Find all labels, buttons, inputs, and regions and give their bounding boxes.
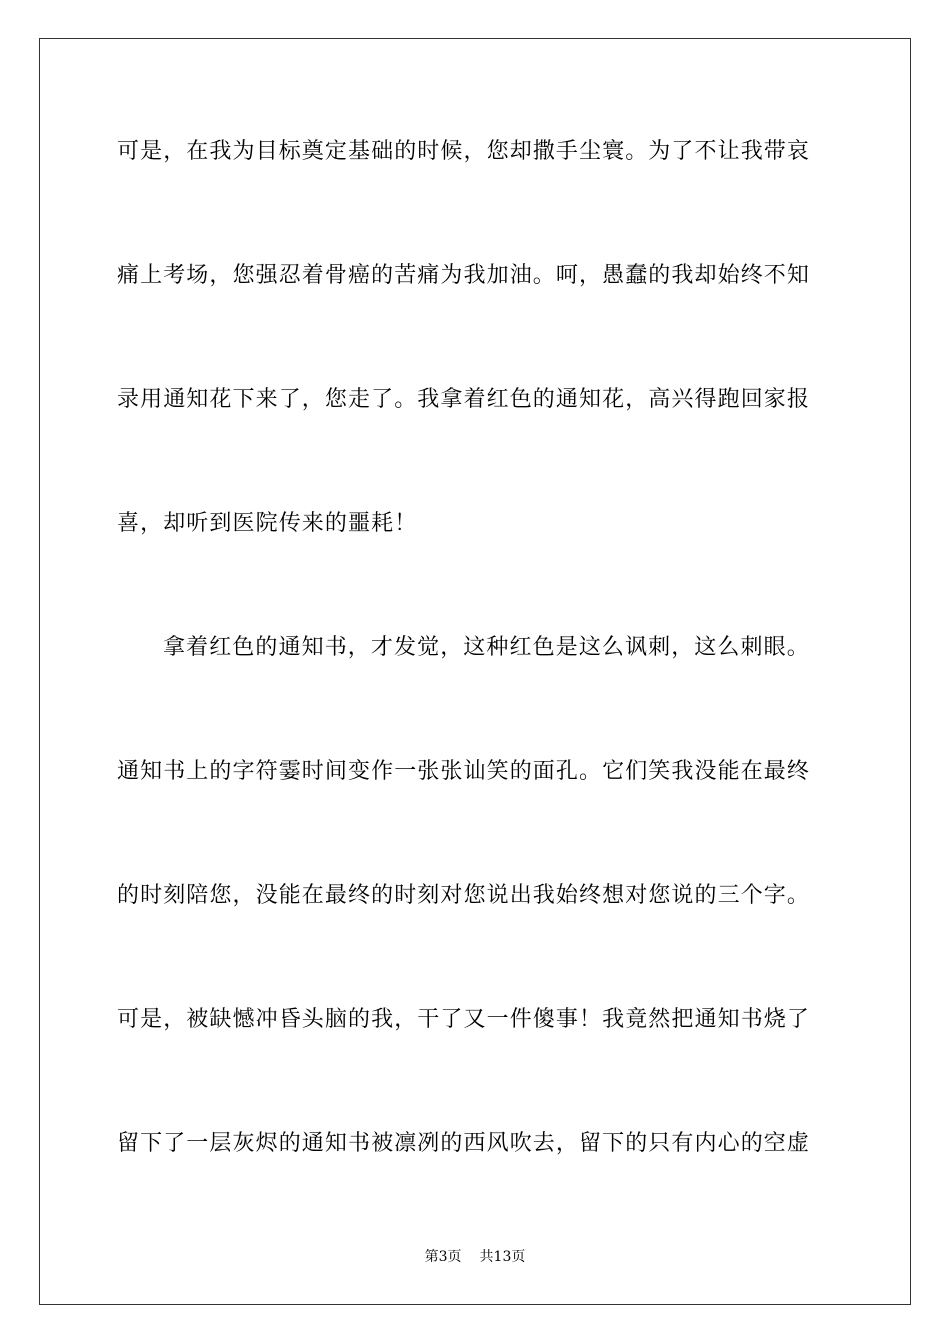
page-border [39, 38, 911, 1305]
text-line-3: 录用通知花下来了，您走了。我拿着红色的通知花，高兴得跑回家报 [117, 387, 811, 412]
text-line-4: 喜，却听到医院传来的噩耗！ [117, 511, 418, 536]
text-line-6: 通知书上的字符霎时间变作一张张讪笑的面孔。它们笑我没能在最终 [117, 759, 811, 784]
text-line-8: 可是，被缺憾冲昏头脑的我，干了又一件傻事！我竟然把通知书烧了 [117, 1007, 811, 1032]
text-line-1: 可是，在我为目标奠定基础的时候，您却撒手尘寰。为了不让我带哀 [117, 139, 811, 164]
page-total: 共13页 [479, 1249, 526, 1265]
text-line-7: 的时刻陪您，没能在最终的时刻对您说出我始终想对您说的三个字。 [117, 883, 811, 908]
page-number: 第3页 [424, 1249, 462, 1265]
text-line-2: 痛上考场，您强忍着骨癌的苦痛为我加油。呵，愚蠢的我却始终不知 [117, 263, 811, 288]
text-line-5: 拿着红色的通知书，才发觉，这种红色是这么讽刺，这么刺眼。 [163, 635, 810, 660]
page-footer [0, 1248, 950, 1266]
text-line-9: 留下了一层灰烬的通知书被凛冽的西风吹去，留下的只有内心的空虚 [117, 1131, 811, 1156]
